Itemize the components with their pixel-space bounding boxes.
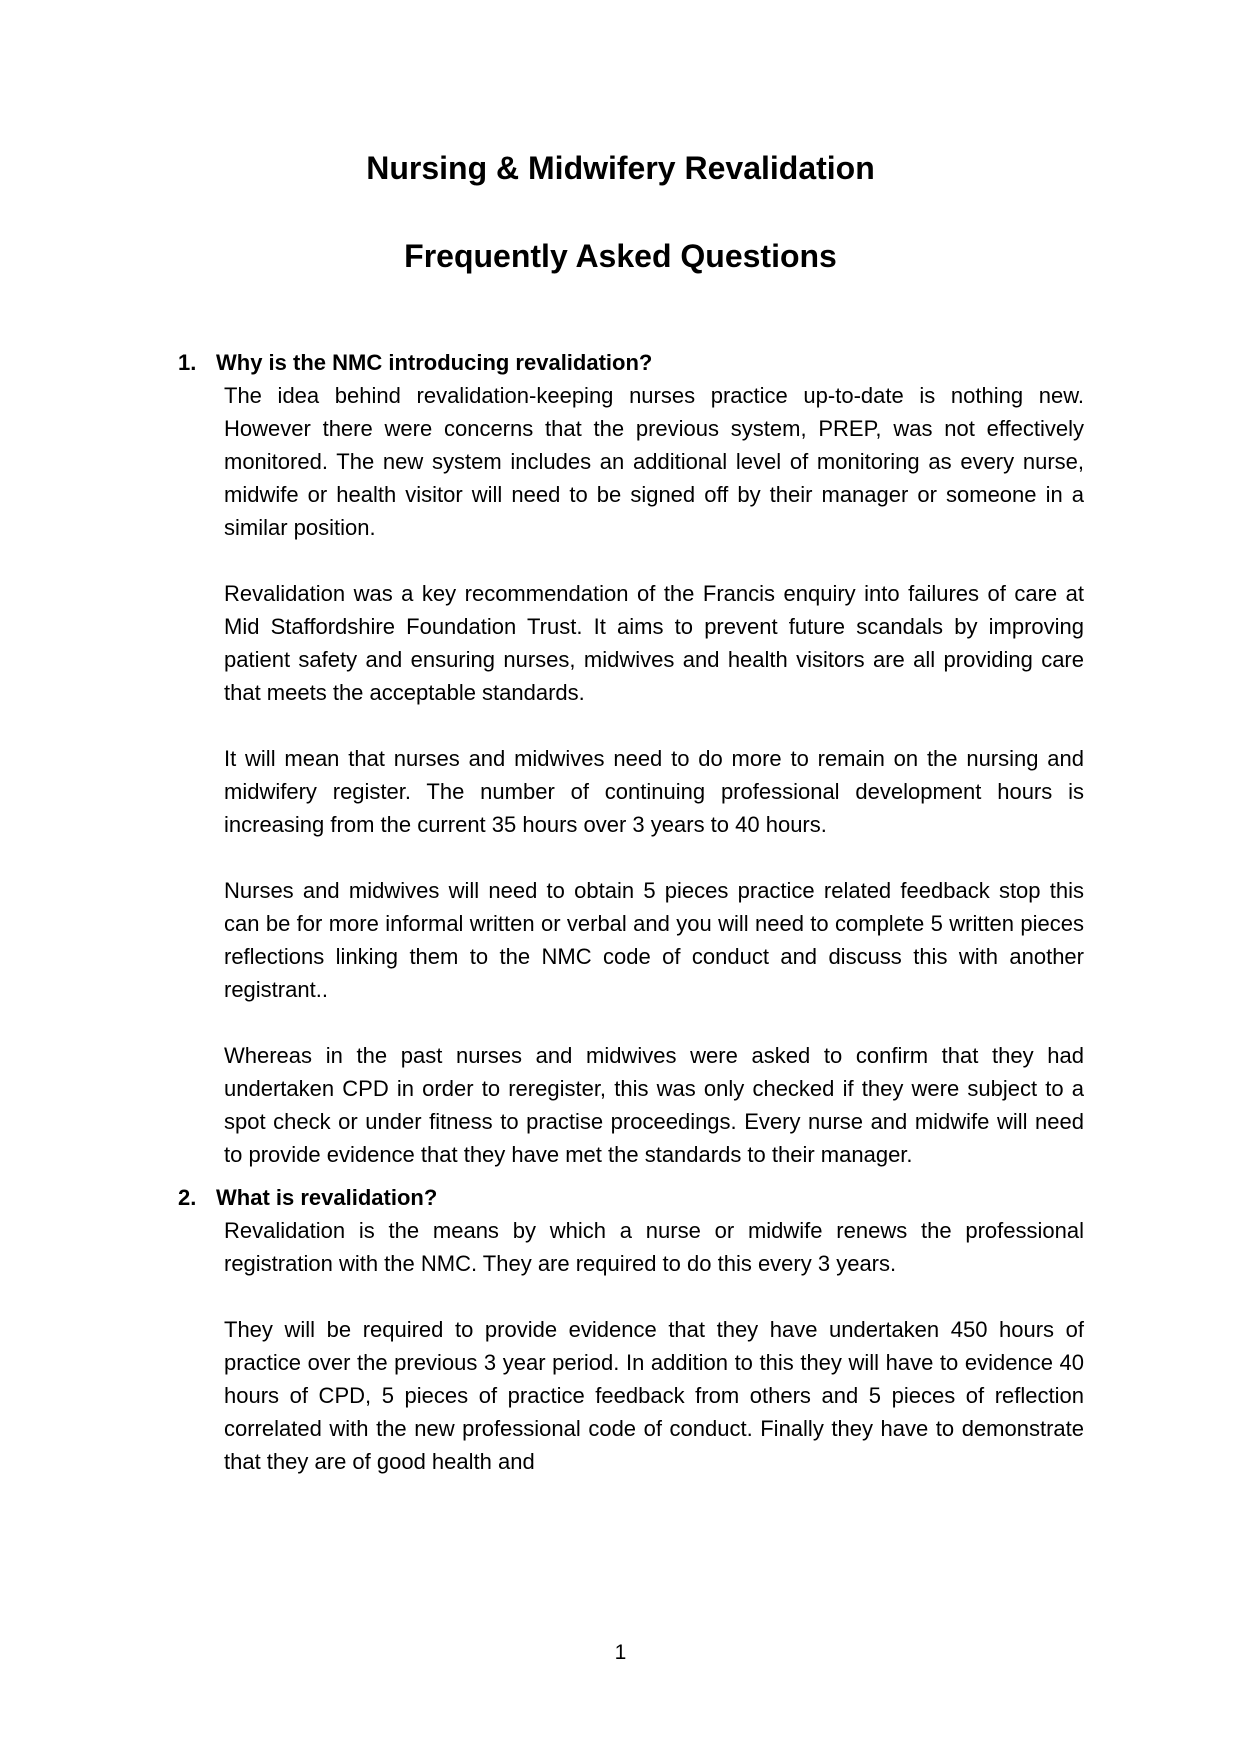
answer-paragraph: It will mean that nurses and midwives need to do more to remain on the nursing and midwifery register. The number of continuing professional development hours is increasing from the current 35 hours over 3 years to 40 hours. (224, 746, 1084, 837)
faq-list (178, 346, 1084, 1511)
document-title: Nursing & Midwifery Revalidation (366, 150, 875, 186)
faq-question-text: Why is the NMC introducing revalidation? (216, 350, 653, 375)
faq-question-number: 1. (178, 350, 197, 375)
faq-item-2 (178, 1181, 1084, 1478)
page-number: 1 (614, 1641, 627, 1664)
answer-paragraph: Nurses and midwives will need to obtain 5 pieces practice related feedback stop this can be for more informal written or verbal and you will need to complete 5 written pieces reflections linking them to the NMC code of conduct and discuss this with another registrant.. (224, 878, 1084, 1002)
faq-question-text: What is revalidation? (216, 1185, 438, 1210)
faq-answer-2 (224, 1214, 1084, 1478)
answer-paragraph: They will be required to provide evidence that they have undertaken 450 hours of practice over the previous 3 year period. In addition to this they will have to evidence 40 hours of CPD, 5 pieces of practice feedback from others and 5 pieces of reflection correlated with the new professional code of conduct. Finally they have to demonstrate that they are of good health and (224, 1317, 1084, 1474)
answer-paragraph: Revalidation is the means by which a nurse or midwife renews the professional registration with the NMC. They are required to do this every 3 years. (224, 1218, 1084, 1276)
answer-paragraph: The idea behind revalidation-keeping nurses practice up-to-date is nothing new. However there were concerns that the previous system, PREP, was not effectively monitored. The new system includes an additional level of monitoring as every nurse, midwife or health visitor will need to be signed off by their manager or someone in a similar position. (224, 383, 1084, 540)
answer-paragraph: Revalidation was a key recommendation of the Francis enquiry into failures of care at Mid Staffordshire Foundation Trust. It aims to prevent future scandals by improving patient safety and ensuring nurses, midwives and health visitors are all providing care that meets the acceptable standards. (224, 581, 1084, 705)
faq-item-1 (178, 346, 1084, 1171)
faq-question-2 (178, 1181, 1084, 1214)
document-subtitle: Frequently Asked Questions (404, 238, 837, 274)
faq-question-number: 2. (178, 1185, 197, 1210)
faq-question-1 (178, 346, 1084, 379)
faq-answer-1 (224, 379, 1084, 1171)
answer-paragraph: Whereas in the past nurses and midwives were asked to confirm that they had undertaken CPD in order to reregister, this was only checked if they were subject to a spot check or under fitness to practise proceedings. Every nurse and midwife will need to provide evidence that they have met the standards to their manager. (224, 1043, 1084, 1167)
